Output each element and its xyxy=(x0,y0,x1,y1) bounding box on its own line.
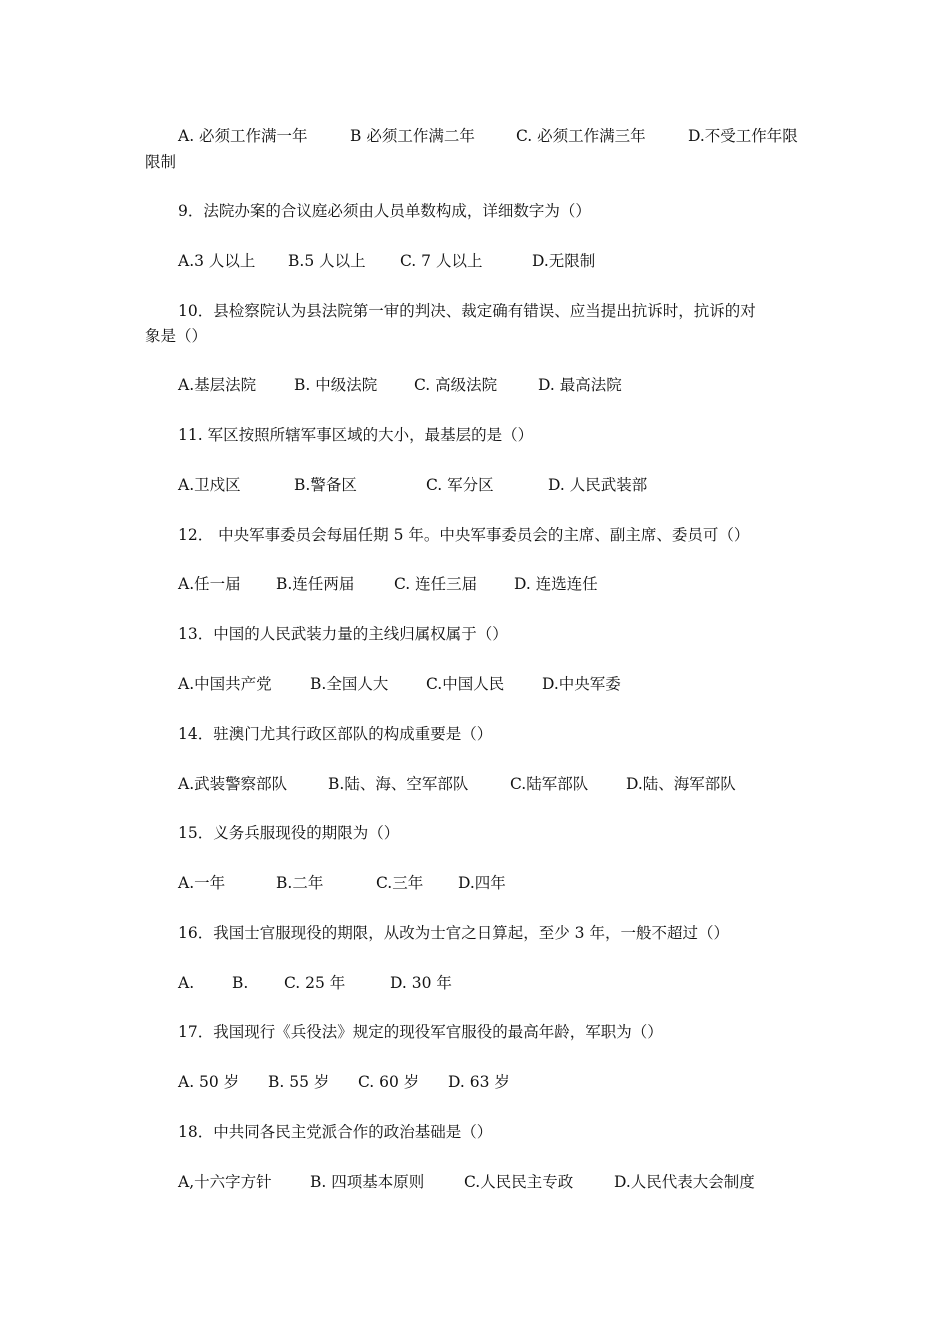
q17-question: 17．我国现行《兵役法》规定的现役军官服役的最高年龄，军职为（） xyxy=(178,1023,663,1041)
q10-option-c: C. 高级法院 xyxy=(414,376,498,394)
q14-question: 14．驻澳门尤其行政区部队的构成重要是（） xyxy=(178,725,493,743)
q11-option-d: D. 人民武装部 xyxy=(548,476,648,494)
q14-option-c: C.陆军部队 xyxy=(510,775,589,793)
q9-option-b: B.5 人以上 xyxy=(288,252,366,270)
q12-option-a: A.任一届 xyxy=(178,575,241,593)
q13-option-a: A.中国共产党 xyxy=(178,675,272,693)
q11-option-a: A.卫戍区 xyxy=(178,476,241,494)
q8-option-d-continued: 限制 xyxy=(145,153,177,171)
q18-option-c: C.人民民主专政 xyxy=(464,1173,574,1191)
q9-option-d: D.无限制 xyxy=(532,252,596,270)
q13-question: 13．中国的人民武装力量的主线归属权属于（） xyxy=(178,625,508,643)
q8-option-a: A. 必须工作满一年 xyxy=(178,127,308,145)
q10-option-a: A.基层法院 xyxy=(178,376,257,394)
q16-option-b: B. xyxy=(232,974,249,992)
q13-option-c: C.中国人民 xyxy=(426,675,505,693)
q14-option-d: D.陆、海军部队 xyxy=(626,775,736,793)
q11-option-b: B.警备区 xyxy=(294,476,357,494)
q17-option-d: D. 63 岁 xyxy=(448,1073,510,1091)
q11-question: 11. 军区按照所辖军事区域的大小，最基层的是（） xyxy=(178,426,534,444)
q16-question: 16．我国士官服现役的期限，从改为士官之日算起，至少 3 年，一般不超过（） xyxy=(178,924,729,942)
q8-option-d: D.不受工作年限 xyxy=(688,127,798,145)
q15-option-c: C.三年 xyxy=(376,874,424,892)
q10-option-d: D. 最高法院 xyxy=(538,376,622,394)
q10-option-b: B. 中级法院 xyxy=(294,376,378,394)
q15-option-d: D.四年 xyxy=(458,874,506,892)
q17-option-a: A. 50 岁 xyxy=(178,1073,240,1091)
q14-option-a: A.武装警察部队 xyxy=(178,775,288,793)
q12-option-b: B.连任两届 xyxy=(276,575,355,593)
q17-option-c: C. 60 岁 xyxy=(358,1073,420,1091)
q9-option-a: A.3 人以上 xyxy=(178,252,256,270)
q10-question-line2: 象是（） xyxy=(145,327,208,345)
q10-question-line1: 10．县检察院认为县法院第一审的判决、裁定确有错误、应当提出抗诉时，抗诉的对 xyxy=(178,302,756,320)
q14-option-b: B.陆、海、空军部队 xyxy=(328,775,469,793)
q8-option-c: C. 必须工作满三年 xyxy=(516,127,646,145)
q12-question: 12． 中央军事委员会每届任期 5 年。中央军事委员会的主席、副主席、委员可（） xyxy=(178,526,750,544)
q13-option-d: D.中央军委 xyxy=(542,675,621,693)
q15-option-b: B.二年 xyxy=(276,874,324,892)
q16-option-a: A. xyxy=(178,974,195,992)
q15-option-a: A.一年 xyxy=(178,874,226,892)
q8-option-b: B 必须工作满二年 xyxy=(350,127,475,145)
q12-option-c: C. 连任三届 xyxy=(394,575,478,593)
q13-option-b: B.全国人大 xyxy=(310,675,389,693)
q17-option-b: B. 55 岁 xyxy=(268,1073,330,1091)
q18-option-a: A,十六字方针 xyxy=(178,1173,272,1191)
q16-option-d: D. 30 年 xyxy=(390,974,452,992)
q16-option-c: C. 25 年 xyxy=(284,974,346,992)
q18-option-b: B. 四项基本原则 xyxy=(310,1173,425,1191)
q15-question: 15．义务兵服现役的期限为（） xyxy=(178,824,400,842)
q18-question: 18．中共同各民主党派合作的政治基础是（） xyxy=(178,1123,493,1141)
q18-option-d: D.人民代表大会制度 xyxy=(614,1173,755,1191)
q12-option-d: D. 连选连任 xyxy=(514,575,598,593)
q9-option-c: C. 7 人以上 xyxy=(400,252,483,270)
q11-option-c: C. 军分区 xyxy=(426,476,494,494)
q9-question: 9．法院办案的合议庭必须由人员单数构成，详细数字为（） xyxy=(178,202,591,220)
